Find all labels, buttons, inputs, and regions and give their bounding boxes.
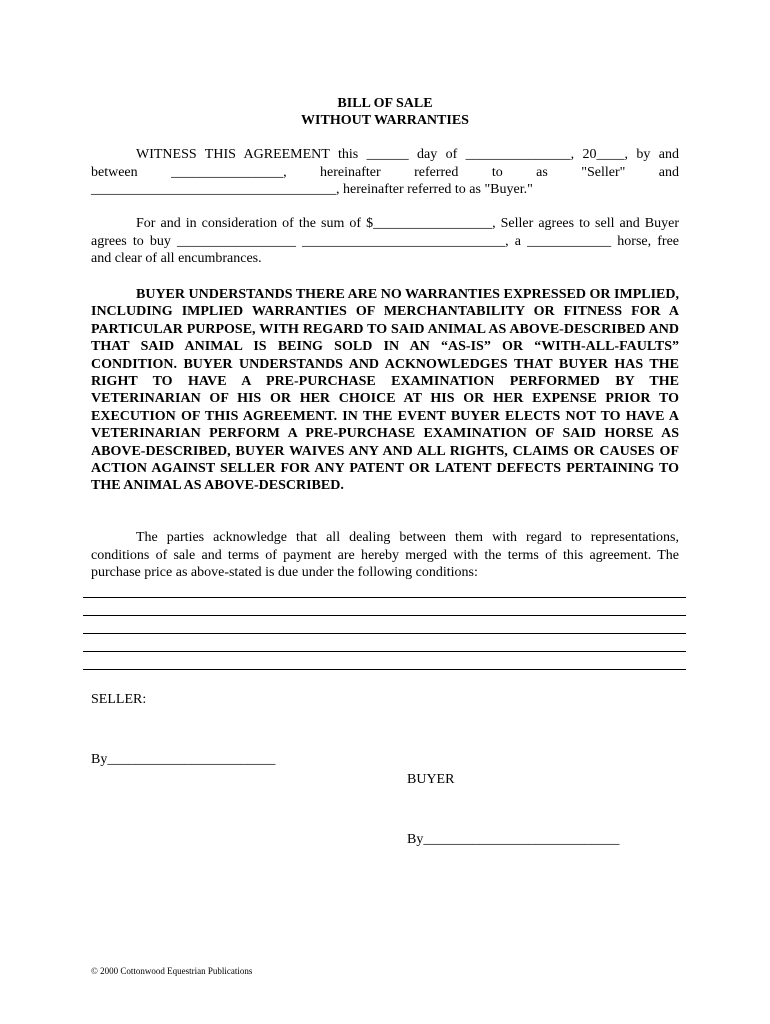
conditions-line [83,651,686,652]
conditions-line [83,633,686,634]
consideration-paragraph [91,215,679,268]
terms-paragraph [91,529,679,582]
buyer-signature-line: By____________________________ [407,832,620,847]
consideration-text: For and in consideration of the sum of $_________________, Seller agrees to sell and Buyer agrees to buy _________________ _____________________________, a ____________ horse, free and clear of all encumbrances. [91,216,679,266]
warranty-disclaimer-paragraph [91,286,679,495]
agreement-text: WITNESS THIS AGREEMENT this ______ day of _______________, 20____, by and between ________________, hereinafter referred to as "Seller" and ___________________________________, hereinafter referred to as "Buyer." [91,147,679,197]
copyright-footer: © 2000 Cottonwood Equestrian Publications [91,966,253,976]
terms-text: The parties acknowledge that all dealing between them with regard to representations, conditions of sale and terms of payment are hereby merged with the terms of this agreement. The purchase price as above-stated is due under the following conditions: [91,530,679,580]
seller-signature-line: By________________________ [91,752,276,767]
conditions-line [83,597,686,598]
document-title: BILL OF SALE [337,96,433,111]
buyer-label: BUYER [407,772,455,787]
agreement-paragraph [91,146,679,199]
seller-label: SELLER: [91,692,147,707]
conditions-line [83,669,686,670]
warranty-disclaimer-text: BUYER UNDERSTANDS THERE ARE NO WARRANTIES EXPRESSED OR IMPLIED, INCLUDING IMPLIED WARRANTIES OF MERCHANTABILITY OR FITNESS FOR A PARTICULAR PURPOSE, WITH REGARD TO SAID ANIMAL AS ABOVE-DESCRIBED AND THAT SAID ANIMAL IS BEING SOLD IN AN “AS-IS” OR “WITH-ALL-FAULTS” CONDITION. BUYER UNDERSTANDS AND ACKNOWLEDGES THAT BUYER HAS THE RIGHT TO HAVE A PRE-PURCHASE EXAMINATION PERFORMED BY THE VETERINARIAN OF HIS OR HER CHOICE AT HIS OR HER EXPENSE PRIOR TO EXECUTION OF THIS AGREEMENT. IN THE EVENT BUYER ELECTS NOT TO HAVE A VETERINARIAN PERFORM A PRE-PURCHASE EXAMINATION OF SAID HORSE AS ABOVE-DESCRIBED, BUYER WAIVES ANY AND ALL RIGHTS, CLAIMS OR CAUSES OF ACTION AGAINST SELLER FOR ANY PATENT OR LATENT DEFECTS PERTAINING TO THE ANIMAL AS ABOVE-DESCRIBED. [91,287,679,494]
document-subtitle: WITHOUT WARRANTIES [301,113,469,128]
conditions-line [83,615,686,616]
